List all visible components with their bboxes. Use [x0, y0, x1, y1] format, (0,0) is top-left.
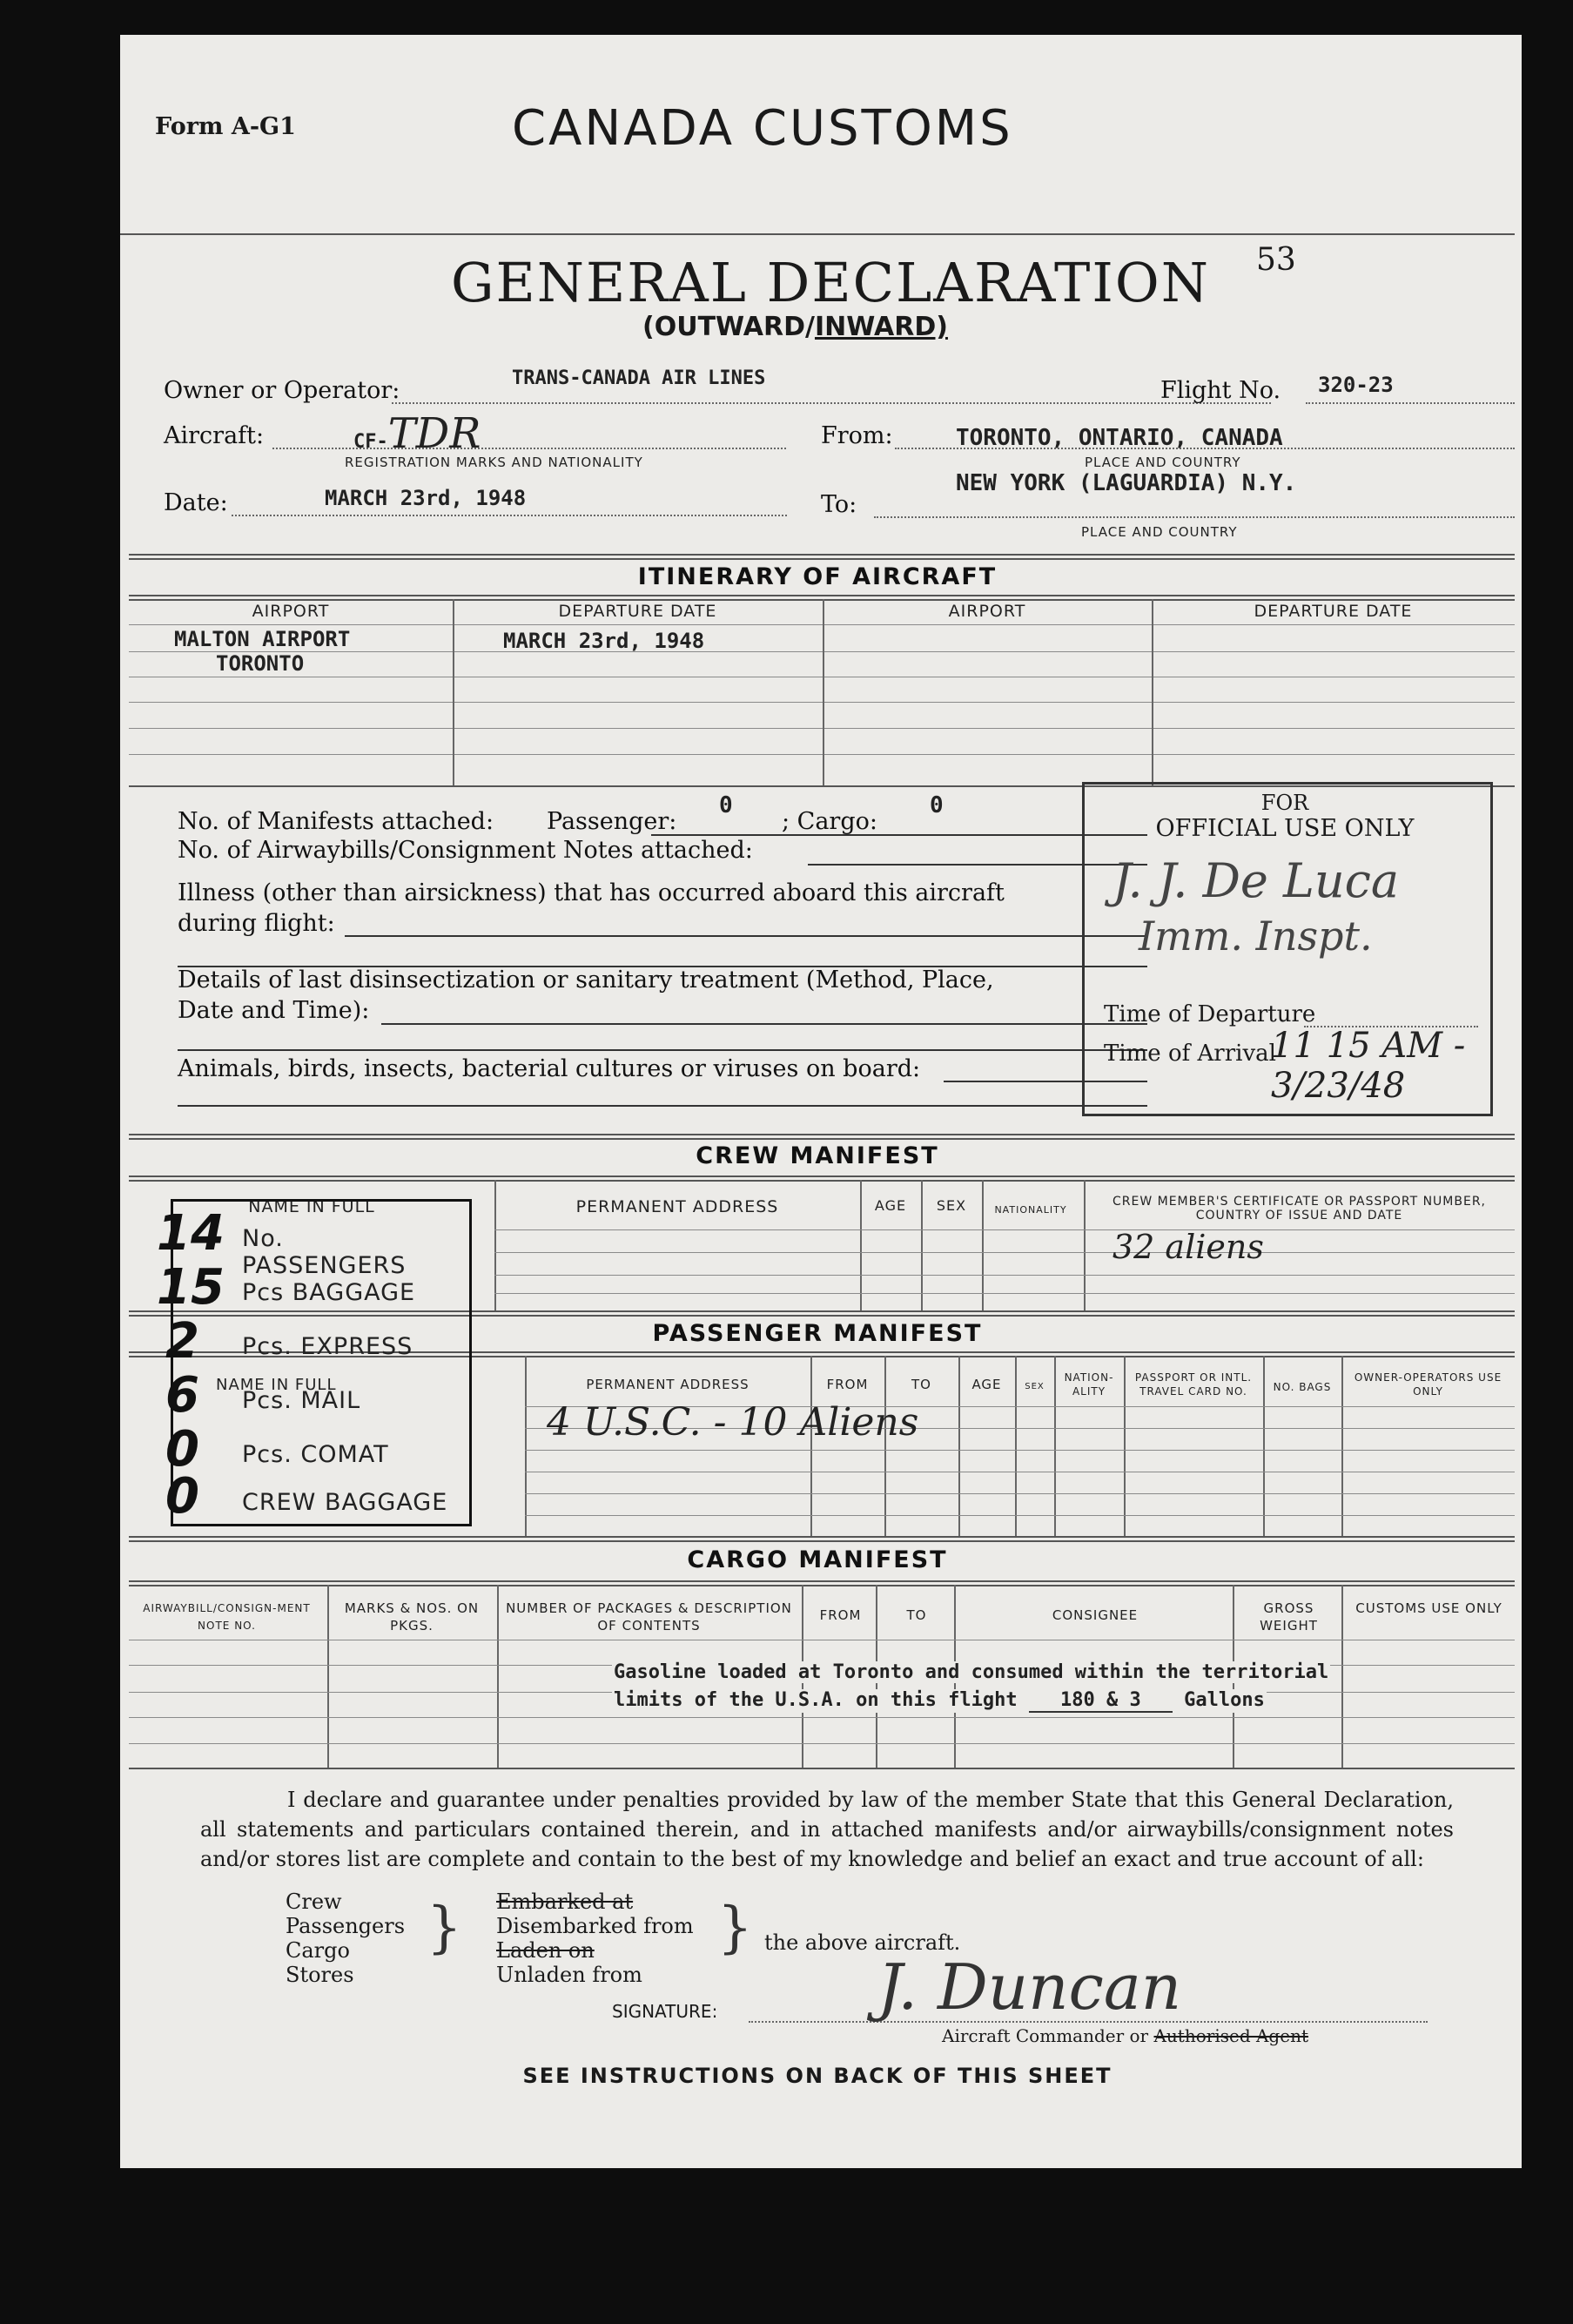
crew-hand-note: 32 aliens — [1113, 1228, 1264, 1266]
stamp-count-baggage: 15 — [157, 1259, 225, 1316]
cargo-col-marks: MARKS & NOS. ON PKGS. — [344, 1600, 480, 1634]
to-caption: PLACE AND COUNTRY — [1081, 524, 1238, 540]
itinerary-airport-1: MALTON AIRPORT — [174, 627, 351, 651]
itinerary-col-departure: DEPARTURE DATE — [558, 602, 717, 621]
form-id: Form A-G1 — [155, 113, 296, 140]
owner-value: TRANS-CANADA AIR LINES — [512, 367, 766, 389]
from-caption: PLACE AND COUNTRY — [1085, 455, 1241, 470]
stamp-label-crew-baggage: CREW BAGGAGE — [242, 1489, 448, 1516]
stamp-count-comat: 0 — [165, 1421, 199, 1478]
official-for-label: FOR — [1260, 791, 1309, 815]
from-value: TORONTO, ONTARIO, CANADA — [956, 425, 1283, 451]
passenger-col-from: FROM — [826, 1377, 869, 1392]
stamp-label-express: Pcs. EXPRESS — [242, 1333, 413, 1360]
cargo-line-1: Gasoline loaded at Toronto and consumed within the territorial — [614, 1661, 1329, 1683]
passenger-col-passport: PASSPORT OR INTL. TRAVEL CARD NO. — [1134, 1371, 1253, 1398]
arrival-time-label: Time of Arrival — [1104, 1041, 1276, 1067]
passenger-col-address: PERMANENT ADDRESS — [586, 1377, 750, 1392]
cargo-col-to: TO — [906, 1607, 927, 1623]
to-label: To: — [821, 491, 857, 518]
passenger-manifest-count: 0 — [719, 792, 733, 818]
passenger-label: Passenger: — [547, 808, 677, 835]
agency-name: CANADA CUSTOMS — [512, 100, 1013, 157]
flight-value: 320-23 — [1318, 373, 1394, 397]
declaration-right-list: Embarked at Disembarked from Laden on Unladen from — [496, 1890, 694, 1987]
stamp-rows — [198, 1199, 453, 1521]
crew-title: CREW MANIFEST — [696, 1142, 939, 1169]
itinerary-airport-1-city: TORONTO — [216, 651, 305, 676]
stamp-count-passengers: 14 — [157, 1205, 225, 1262]
passenger-col-age: AGE — [971, 1377, 1002, 1392]
declaration-text: I declare and guarantee under penalties provided by law of the member State that this General Declaration, all statements and particulars contained therein, and in attached manifests and/or airwaybills/consignment notes and/or stores list are complete and contain to the best of my knowledge and belief an exact and true account of all: — [200, 1788, 1454, 1871]
crew-col-name: NAME IN FULL — [248, 1197, 375, 1216]
itinerary-title: ITINERARY OF AIRCRAFT — [637, 563, 998, 590]
itinerary-col-airport-2: AIRPORT — [948, 602, 1026, 621]
stamp-label-mail: Pcs. MAIL — [242, 1387, 361, 1414]
itinerary-col-departure-2: DEPARTURE DATE — [1254, 602, 1413, 621]
itinerary-col-airport: AIRPORT — [252, 602, 330, 621]
disinsect-label: Details of last disinsectization or sanitary treatment (Method, Place, — [178, 967, 994, 994]
airwaybills-label: No. of Airwaybills/Consignment Notes attached: — [178, 837, 753, 864]
date-label: Date: — [164, 489, 228, 516]
crew-col-passport: CREW MEMBER'S CERTIFICATE OR PASSPORT NUMBER, COUNTRY OF ISSUE AND DATE — [1112, 1195, 1486, 1223]
cargo-manifest-count: 0 — [930, 792, 944, 818]
departure-time-label: Time of Departure — [1104, 1001, 1316, 1027]
divider — [120, 233, 1515, 235]
passenger-hand-note: 4 U.S.C. - 10 Aliens — [547, 1400, 919, 1445]
page-number: 53 — [1256, 242, 1296, 278]
stamp-count-mail: 6 — [165, 1367, 199, 1424]
to-value: NEW YORK (LAGUARDIA) N.Y. — [956, 470, 1297, 496]
signature-label: SIGNATURE: — [612, 2001, 718, 2022]
flight-label: Flight No. — [1160, 377, 1281, 404]
commander-signature: J. Duncan — [877, 1950, 1182, 2024]
commander-label: Aircraft Commander or Authorised Agent — [942, 2025, 1308, 2046]
crew-col-sex: SEX — [936, 1197, 967, 1214]
animals-label: Animals, birds, insects, bacterial cultures or viruses on board: — [178, 1055, 921, 1082]
itinerary-date-1: MARCH 23rd, 1948 — [503, 629, 705, 653]
cargo-label: ; Cargo: — [782, 808, 877, 835]
declaration-form — [120, 35, 1522, 2168]
arrival-time-value: 11 15 AM - 3/23/48 — [1271, 1026, 1466, 1106]
official-title: Imm. Inspt. — [1139, 913, 1373, 960]
passenger-col-bags: NO. BAGS — [1273, 1381, 1332, 1393]
from-label: From: — [821, 422, 893, 449]
illness-label-2: during flight: — [178, 910, 335, 937]
stamp-count-crew-baggage: 0 — [165, 1468, 199, 1525]
aircraft-value: CF-TDR — [353, 409, 481, 458]
illness-label: Illness (other than airsickness) that has occurred aboard this aircraft — [178, 879, 1005, 906]
disinsect-label-2: Date and Time): — [178, 997, 370, 1024]
declaration-left-list: Crew Passengers Cargo Stores — [286, 1890, 406, 1987]
date-value: MARCH 23rd, 1948 — [325, 486, 527, 510]
right-brace-icon: } — [717, 1896, 753, 1960]
official-signature: J. J. De Luca — [1113, 853, 1400, 908]
owner-label: Owner or Operator: — [164, 377, 400, 404]
direction-indicator: (OUTWARD/INWARD) — [642, 312, 948, 342]
passenger-col-name: NAME IN FULL — [216, 1376, 337, 1394]
footer-instructions: SEE INSTRUCTIONS ON BACK OF THIS SHEET — [522, 2064, 1113, 2088]
crew-col-address: PERMANENT ADDRESS — [575, 1197, 779, 1216]
cargo-col-airwaybill: AIRWAYBILL/CONSIGN-MENT NOTE NO. — [143, 1602, 311, 1632]
stamp-count-express: 2 — [165, 1313, 199, 1370]
passenger-title: PASSENGER MANIFEST — [652, 1320, 983, 1347]
cargo-col-weight: GROSS WEIGHT — [1260, 1600, 1318, 1634]
passenger-col-sex: SEX — [1025, 1382, 1045, 1391]
page-title: GENERAL DECLARATION — [451, 251, 1210, 314]
cargo-title: CARGO MANIFEST — [687, 1546, 948, 1573]
cargo-col-description: NUMBER OF PACKAGES & DESCRIPTION OF CONTENTS — [506, 1600, 792, 1634]
stamp-label-baggage: Pcs BAGGAGE — [242, 1279, 416, 1306]
passenger-col-nationality: NATION-ALITY — [1064, 1371, 1114, 1398]
aircraft-caption: REGISTRATION MARKS AND NATIONALITY — [345, 455, 643, 470]
declaration-tail: the above aircraft. — [764, 1930, 961, 1955]
official-use-label: OFFICIAL USE ONLY — [1155, 815, 1415, 842]
crew-col-nationality: NATIONALITY — [994, 1204, 1067, 1216]
stamp-label-comat: Pcs. COMAT — [242, 1441, 389, 1468]
stamp-label-passengers: No. PASSENGERS — [242, 1225, 407, 1279]
passenger-col-to: TO — [911, 1377, 931, 1392]
cargo-col-customs: CUSTOMS USE ONLY — [1355, 1600, 1502, 1616]
aircraft-label: Aircraft: — [164, 422, 265, 449]
passenger-col-owner: OWNER-OPERATORS USE ONLY — [1354, 1371, 1502, 1398]
cargo-line-2: limits of the U.S.A. on this flight 180 & 3 Gallons — [614, 1689, 1265, 1711]
manifests-label: No. of Manifests attached: — [178, 808, 494, 835]
crew-col-age: AGE — [874, 1197, 907, 1214]
cargo-col-consignee: CONSIGNEE — [1052, 1607, 1139, 1623]
cargo-col-from: FROM — [819, 1607, 862, 1623]
left-brace-icon: } — [427, 1896, 462, 1960]
